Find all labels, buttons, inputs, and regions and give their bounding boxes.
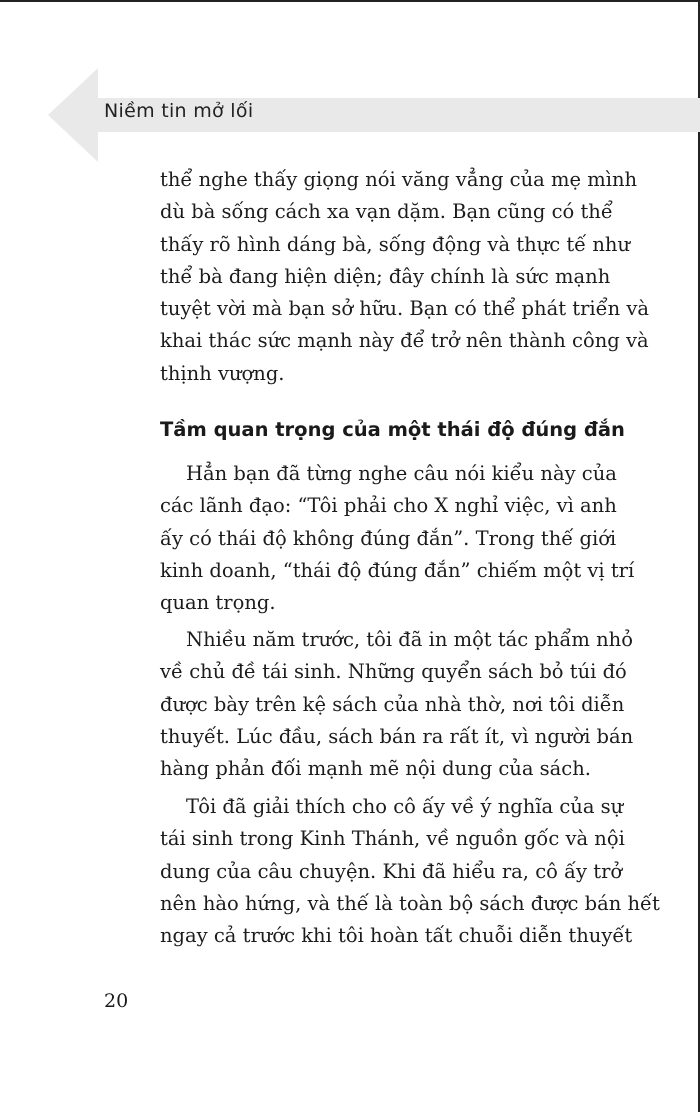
text-line: khai thác sức mạnh này để trở nên thành công và [160, 329, 649, 353]
text-line: được bày trên kệ sách của nhà thờ, nơi tôi diễn [160, 692, 625, 716]
text-line: thuyết. Lúc đầu, sách bán ra rất ít, vì người bán [160, 724, 634, 748]
text-line: tái sinh trong Kinh Thánh, về nguồn gốc và nội [160, 827, 625, 851]
text-line: Hẳn bạn đã từng nghe câu nói kiểu này của [186, 462, 617, 485]
text-line: quan trọng. [160, 591, 276, 615]
page-number: 20 [104, 990, 129, 1012]
text-line: kinh doanh, “thái độ đúng đắn” chiếm một vị trí [160, 558, 635, 582]
text-line: ngay cả trước khi tôi hoàn tất chuỗi diễn thuyết [160, 924, 633, 948]
paragraph-4 [160, 791, 660, 952]
paragraph-1 [160, 164, 650, 390]
text-line: các lãnh đạo: “Tôi phải cho X nghỉ việc, vì anh [160, 494, 617, 518]
text-line: hàng phản đối mạnh mẽ nội dung của sách. [160, 757, 591, 781]
section-heading: Tầm quan trọng của một thái độ đúng đắn [160, 418, 625, 441]
text-line: dung của câu chuyện. Khi đã hiểu ra, cô ấy trở [160, 859, 623, 883]
text-line: tuyệt vời mà bạn sở hữu. Bạn có thể phát triển và [160, 297, 650, 321]
paragraph-3 [160, 624, 634, 785]
paragraph-2 [160, 458, 635, 619]
running-header-title: Niềm tin mở lối [104, 100, 254, 122]
text-line: thể nghe thấy giọng nói văng vẳng của mẹ mình [160, 168, 638, 191]
text-line: thể bà đang hiện diện; đây chính là sức mạnh [160, 264, 611, 288]
text-line: Nhiều năm trước, tôi đã in một tác phẩm nhỏ [186, 628, 633, 651]
text-line: nên hào hứng, và thế là toàn bộ sách được bán hết [160, 891, 660, 915]
text-line: Tôi đã giải thích cho cô ấy về ý nghĩa của sự [186, 795, 624, 818]
text-line: dù bà sống cách xa vạn dặm. Bạn cũng có thể [160, 200, 613, 224]
text-line: thịnh vượng. [160, 361, 285, 385]
text-line: thấy rõ hình dáng bà, sống động và thực tế như [160, 232, 631, 256]
text-line: về chủ đề tái sinh. Những quyển sách bỏ túi đó [160, 660, 627, 684]
text-line: ấy có thái độ không đúng đắn”. Trong thế giới [160, 526, 617, 550]
